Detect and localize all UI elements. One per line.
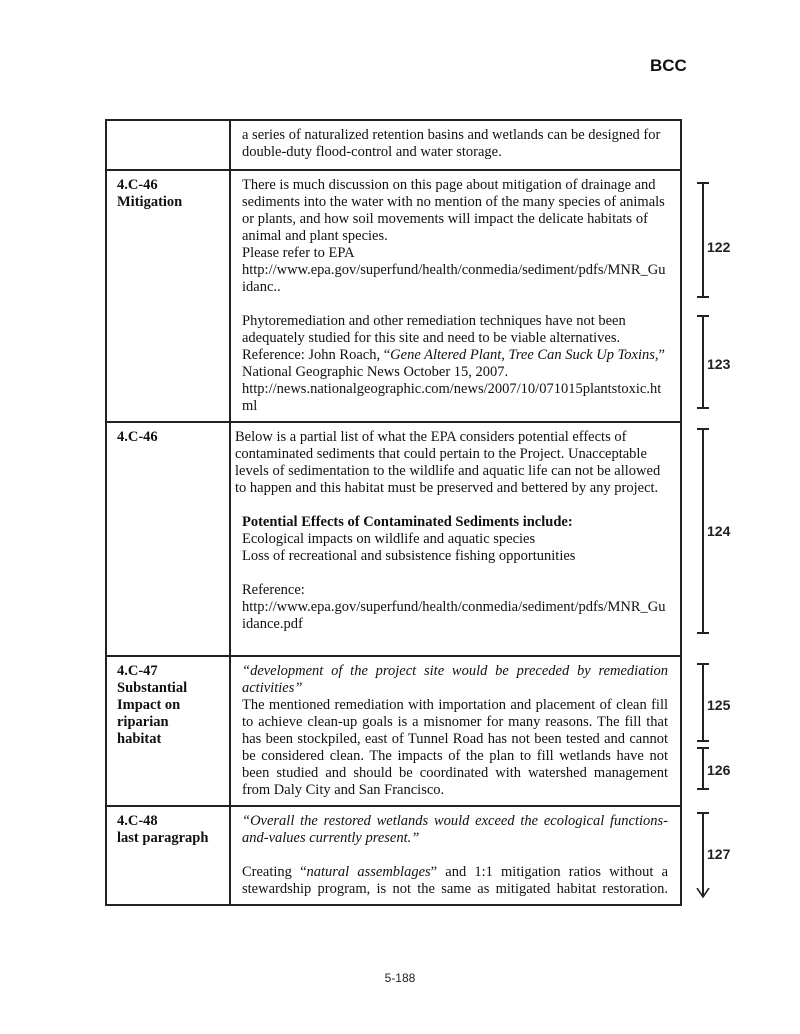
reference-topic: riparian [117,714,169,730]
row-comment [230,656,681,806]
list-item: Ecological impacts on wildlife and aquatic species [242,531,536,547]
reference-link[interactable]: http://news.nationalgeographic.com/news/2007/10/071015plantstoxic.html [242,381,662,414]
comment-paragraph: There is much discussion on this page about mitigation of drainage and sediments into the water with no mention of the many species of animals or plants, and how soil movements will impact the delicate habitats of animal and plant species. [242,177,665,244]
reference-id: 4.C-46 [117,429,158,445]
reference-id: 4.C-48 [117,813,158,829]
document-code: BCC [650,56,687,75]
comment-number: 122 [707,239,731,255]
row-reference [106,170,230,422]
comment-paragraph: Phytoremediation and other remediation techniques have not been adequately studied for this site and need to be viable alternatives. [242,313,626,346]
list-heading: Potential Effects of Contaminated Sediments include: [242,514,573,530]
row-comment [230,806,681,905]
quoted-text: “development of the project site would be preceded by remediation activities” [242,663,668,696]
comment-paragraph: a series of naturalized retention basins and wetlands can be designed for double-duty flood-control and water storage. [242,127,661,160]
row-comment [230,120,681,170]
comment-paragraph: Please refer to EPA [242,245,355,261]
reference-topic: Impact on [117,697,181,713]
table-row [106,656,681,806]
list-item: Loss of recreational and subsistence fishing opportunities [242,548,576,564]
comment-number: 125 [707,697,731,713]
reference-link[interactable]: http://www.epa.gov/superfund/health/conmedia/sediment/pdfs/MNR_Guidance.pdf [242,599,666,632]
comment-paragraph: Creating “natural assemblages” and 1:1 mitigation ratios without a stewardship program, is not the same as mitigated habitat restoration. [242,864,669,897]
comment-paragraph: The mentioned remediation with importation and placement of clean fill to achieve clean-up goals is a misnomer for many reasons. The fill that has been stockpiled, east of Tunnel Road has not been tested and cannot be considered clean. The impacts of the plan to fill wetlands have not been studied and should be coordinated with watershed management from Daly City and San Francisco. [242,697,668,798]
citation: Reference: John Roach, “Gene Altered Plant, Tree Can Suck Up Toxins,” National Geographic News October 15, 2007. [242,347,665,380]
comment-number: 124 [707,523,731,539]
table-row [106,120,681,170]
comment-number: 126 [707,762,731,778]
row-reference [106,806,230,905]
reference-topic: last paragraph [117,830,209,846]
arrow-down-icon [696,888,710,898]
quoted-text: “Overall the restored wetlands would exceed the ecological functions-and-values currently present.” [242,813,668,846]
reference-link[interactable]: http://www.epa.gov/superfund/health/conmedia/sediment/pdfs/MNR_Guidanc.. [242,262,666,295]
reference-id: 4.C-46 [117,177,158,193]
comment-number: 127 [707,846,731,862]
comment-table [105,119,682,906]
citation-title: Gene Altered Plant, Tree Can Suck Up Toxins, [390,347,659,363]
reference-label: Reference: [242,582,305,598]
row-reference [106,656,230,806]
reference-topic: Mitigation [117,194,183,210]
table-row [106,422,681,656]
row-reference [106,120,230,170]
comment-number: 123 [707,356,731,372]
page-number: 5-188 [384,971,416,985]
comment-paragraph: Below is a partial list of what the EPA considers potential effects of contaminated sediments that could pertain to the Project. Unacceptable levels of sedimentation to the wildlife and aquatic life can not be allowed to happen and this habitat must be preserved and bettered by any project. [235,429,661,496]
reference-topic: habitat [117,731,162,747]
table-row [106,806,681,905]
row-comment [230,170,681,422]
row-reference [106,422,230,656]
reference-topic: Substantial [117,680,188,696]
reference-id: 4.C-47 [117,663,158,679]
table-row [106,170,681,422]
row-comment [230,422,681,656]
